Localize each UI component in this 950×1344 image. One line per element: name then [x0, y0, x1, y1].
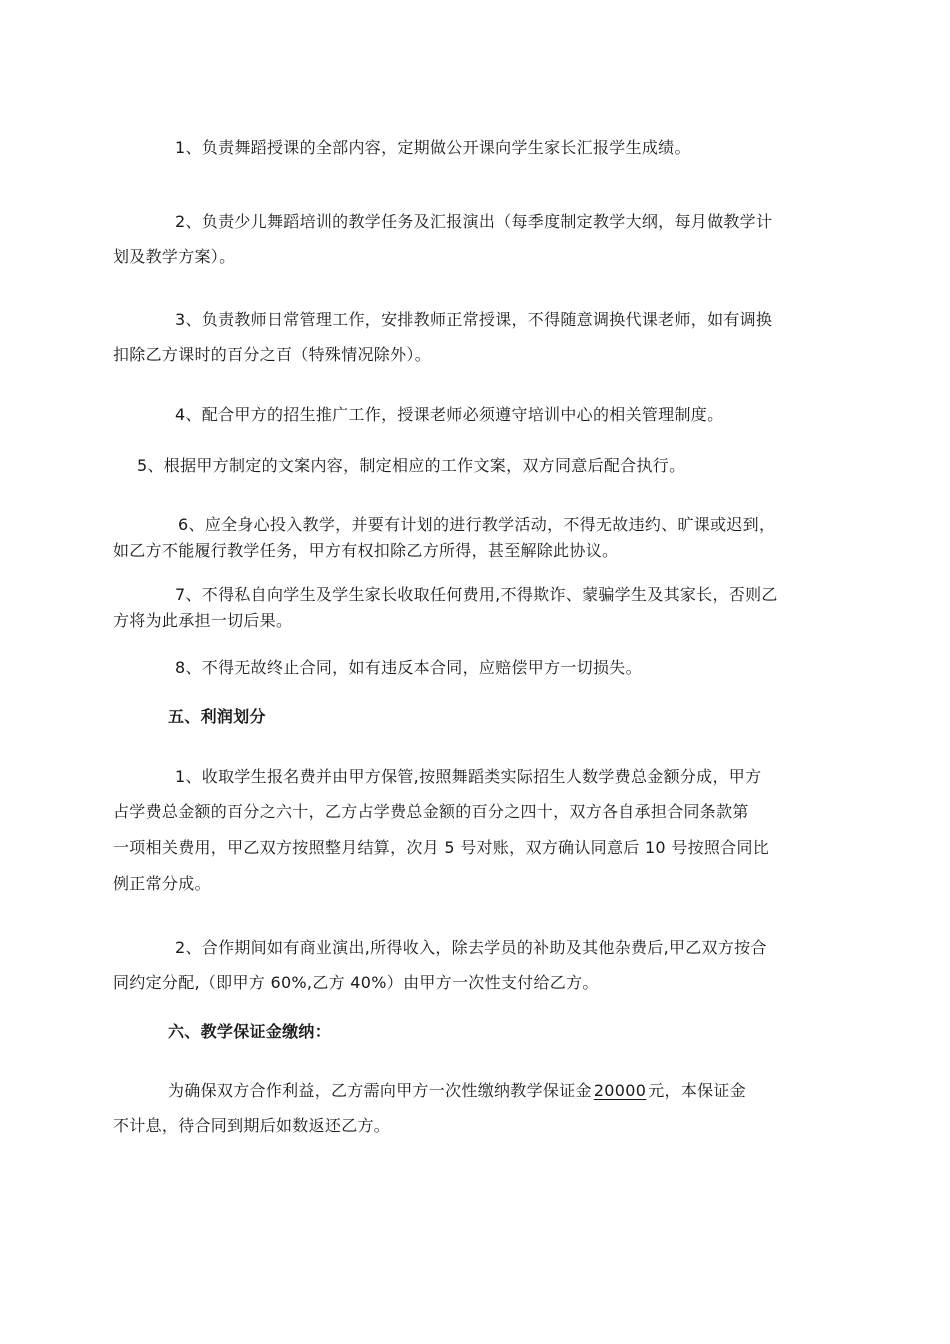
section-5-item-2-line-2: 同约定分配,（即甲方 60%,乙方 40%）由甲方一次性支付给乙方。 [113, 973, 599, 992]
deposit-text-after: 元，本保证金 [648, 1081, 747, 1100]
duty-6-line-2: 如乙方不能履行教学任务，甲方有权扣除乙方所得，甚至解除此协议。 [113, 541, 619, 560]
duty-7-line-2: 方将为此承担一切后果。 [113, 611, 293, 630]
duty-4-line-1: 4、配合甲方的招生推广工作，授课老师必须遵守培训中心的相关管理制度。 [175, 405, 724, 424]
duty-2-line-2: 划及教学方案）。 [113, 247, 236, 266]
deposit-amount: 20000 [593, 1081, 647, 1100]
duty-1-line-1: 1、负责舞蹈授课的全部内容，定期做公开课向学生家长汇报学生成绩。 [175, 138, 691, 157]
deposit-text-before: 为确保双方合作利益，乙方需向甲方一次性缴纳教学保证金 [168, 1081, 592, 1100]
section-5-item-1-line-2: 占学费总金额的百分之六十，乙方占学费总金额的百分之四十，双方各自承担合同条款第 [113, 802, 749, 821]
section-5-item-1-line-4: 例正常分成。 [113, 874, 211, 893]
section-5-item-1-line-1: 1、收取学生报名费并由甲方保管,按照舞蹈类实际招生人数学费总金额分成，甲方 [175, 767, 762, 786]
duty-3-line-1: 3、负责教师日常管理工作，安排教师正常授课，不得随意调换代课老师，如有调换 [175, 310, 773, 329]
duty-5-line-1: 5、根据甲方制定的文案内容，制定相应的工作文案，双方同意后配合执行。 [137, 456, 686, 475]
section-6-line-1 [168, 1076, 913, 1106]
section-6-line-2: 不计息，待合同到期后如数返还乙方。 [113, 1116, 391, 1135]
duty-3-line-2: 扣除乙方课时的百分之百（特殊情况除外）。 [113, 345, 432, 364]
duty-7-line-1: 7、不得私自向学生及学生家长收取任何费用,不得欺诈、蒙骗学生及其家长，否则乙 [175, 585, 778, 604]
duty-8-line-1: 8、不得无故终止合同，如有违反本合同，应赔偿甲方一切损失。 [175, 658, 642, 677]
section-6-heading: 六、教学保证金缴纳： [168, 1022, 332, 1041]
section-5-item-2-line-1: 2、合作期间如有商业演出,所得收入，除去学员的补助及其他杂费后,甲乙双方按合 [175, 938, 767, 957]
section-5-heading: 五、利润划分 [168, 707, 266, 726]
section-5-item-1-line-3: 一项相关费用，甲乙双方按照整月结算，次月 5 号对账，双方确认同意后 10 号按照合同比 [113, 838, 770, 857]
duty-6-line-1: 6、应全身心投入教学，并要有计划的进行教学活动，不得无故违约、旷课或迟到， [178, 515, 776, 534]
duty-2-line-1: 2、负责少儿舞蹈培训的教学任务及汇报演出（每季度制定教学大纲，每月做教学计 [175, 212, 773, 231]
